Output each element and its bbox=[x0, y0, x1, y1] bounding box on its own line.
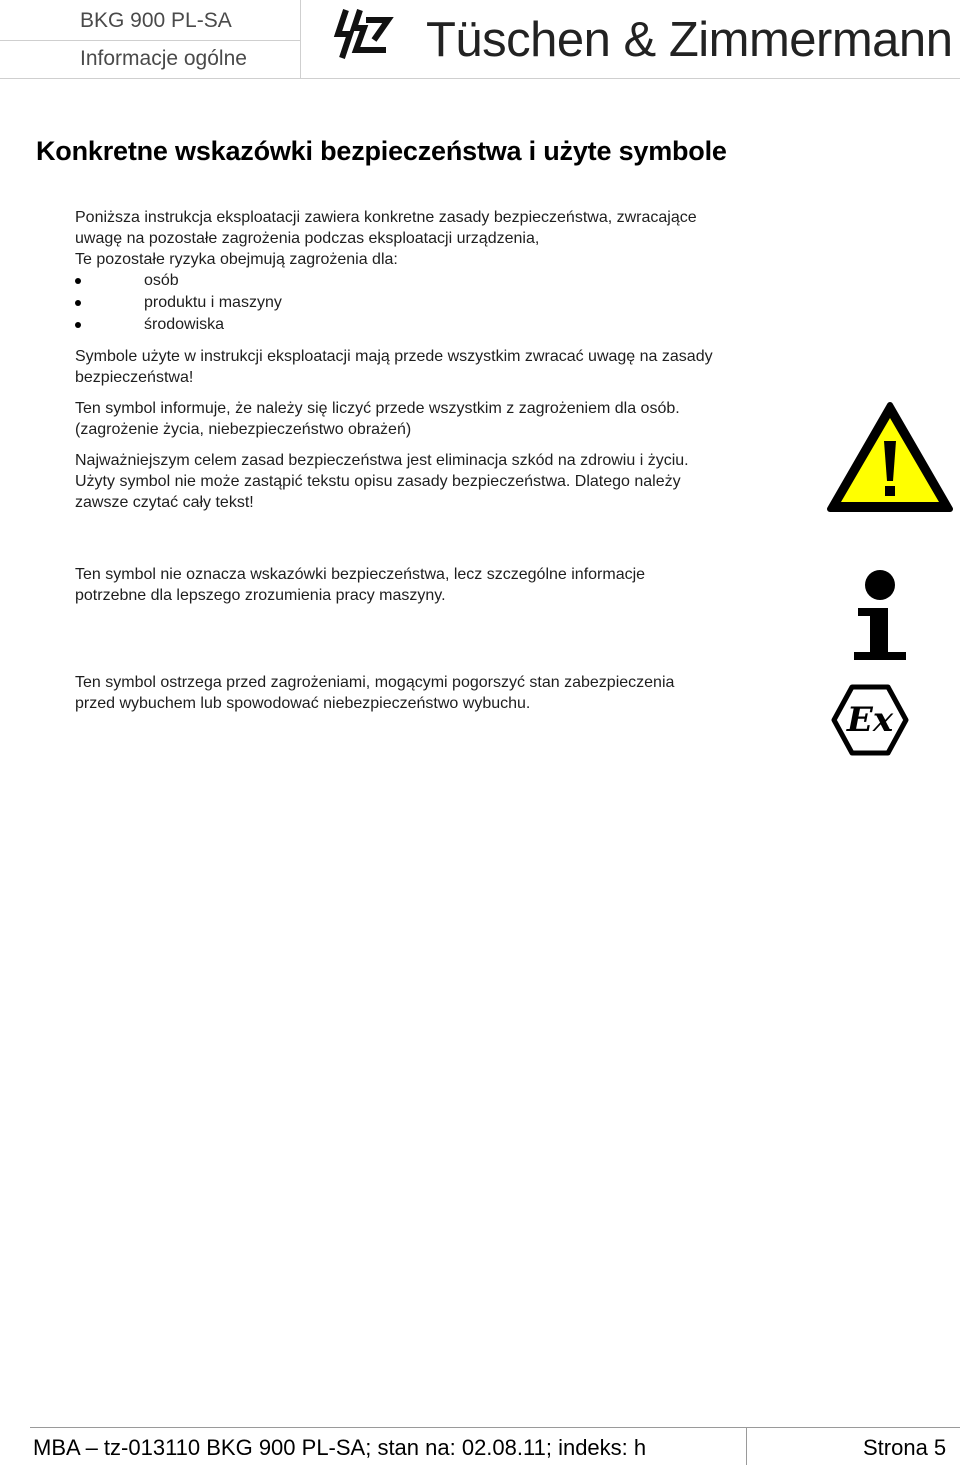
list-item bbox=[75, 314, 282, 336]
ex-line-2: przed wybuchem lub spowodować niebezpieczeństwo wybuchu. bbox=[75, 695, 531, 712]
ex-explosion-protection-icon bbox=[830, 684, 910, 761]
warning-line-1: Ten symbol informuje, że należy się liczyć przede wszystkim z zagrożeniem dla osób. bbox=[75, 400, 680, 417]
info-icon bbox=[850, 568, 910, 669]
footer-divider bbox=[746, 1427, 747, 1465]
bullet-icon bbox=[75, 278, 81, 284]
page-title: Konkretne wskazówki bezpieczeństwa i użyte symbole bbox=[36, 136, 727, 166]
header-model: BKG 900 PL-SA bbox=[80, 9, 232, 32]
list-item bbox=[75, 292, 282, 314]
header-section: Informacje ogólne bbox=[80, 47, 247, 70]
intro-line-3: Te pozostałe ryzyka obejmują zagrożenia dla: bbox=[75, 251, 398, 268]
warning-line-4: Użyty symbol nie może zastąpić tekstu opisu zasady bezpieczeństwa. Dlatego należy bbox=[75, 473, 681, 490]
info-line-2: potrzebne dla lepszego zrozumienia pracy maszyny. bbox=[75, 587, 446, 604]
header-divider bbox=[300, 0, 301, 78]
ex-line-1: Ten symbol ostrzega przed zagrożeniami, mogącymi pogorszyć stan zabezpieczenia bbox=[75, 674, 675, 691]
symbols-note-line-1: Symbole użyte w instrukcji eksploatacji mają przede wszystkim zwracać uwagę na zasady bbox=[75, 348, 713, 365]
tz-lightning-logo-icon bbox=[330, 6, 394, 67]
list-item bbox=[75, 270, 282, 292]
header-rule-top bbox=[0, 40, 300, 41]
risk-item-label: środowiska bbox=[144, 316, 225, 333]
footer-document-info: MBA – tz-013110 BKG 900 PL-SA; stan na: 02.08.11; indeks: h bbox=[33, 1435, 647, 1460]
warning-line-2: (zagrożenie życia, niebezpieczeństwo obrażeń) bbox=[75, 421, 412, 438]
risk-item-label: osób bbox=[144, 272, 179, 289]
risk-list bbox=[75, 270, 282, 336]
header-company-name: Tüschen & Zimmermann bbox=[426, 13, 953, 67]
symbols-note-line-2: bezpieczeństwa! bbox=[75, 369, 194, 386]
intro-line-1: Poniższa instrukcja eksploatacji zawiera konkretne zasady bezpieczeństwa, zwracające bbox=[75, 209, 697, 226]
intro-line-2: uwagę na pozostałe zagrożenia podczas eksploatacji urządzenia, bbox=[75, 230, 540, 247]
bullet-icon bbox=[75, 322, 81, 328]
info-line-1: Ten symbol nie oznacza wskazówki bezpieczeństwa, lecz szczególne informacje bbox=[75, 566, 646, 583]
bullet-icon bbox=[75, 300, 81, 306]
ex-label: Ex bbox=[846, 700, 894, 740]
risk-item-label: produktu i maszyny bbox=[144, 294, 282, 311]
footer-page-number: Strona 5 bbox=[863, 1435, 947, 1460]
warning-line-5: zawsze czytać cały tekst! bbox=[75, 494, 254, 511]
warning-line-3: Najważniejszym celem zasad bezpieczeństwa jest eliminacja szkód na zdrowiu i życiu. bbox=[75, 452, 689, 469]
footer-rule bbox=[30, 1427, 960, 1428]
header-rule-bottom bbox=[0, 78, 960, 79]
warning-triangle-icon bbox=[826, 401, 954, 519]
